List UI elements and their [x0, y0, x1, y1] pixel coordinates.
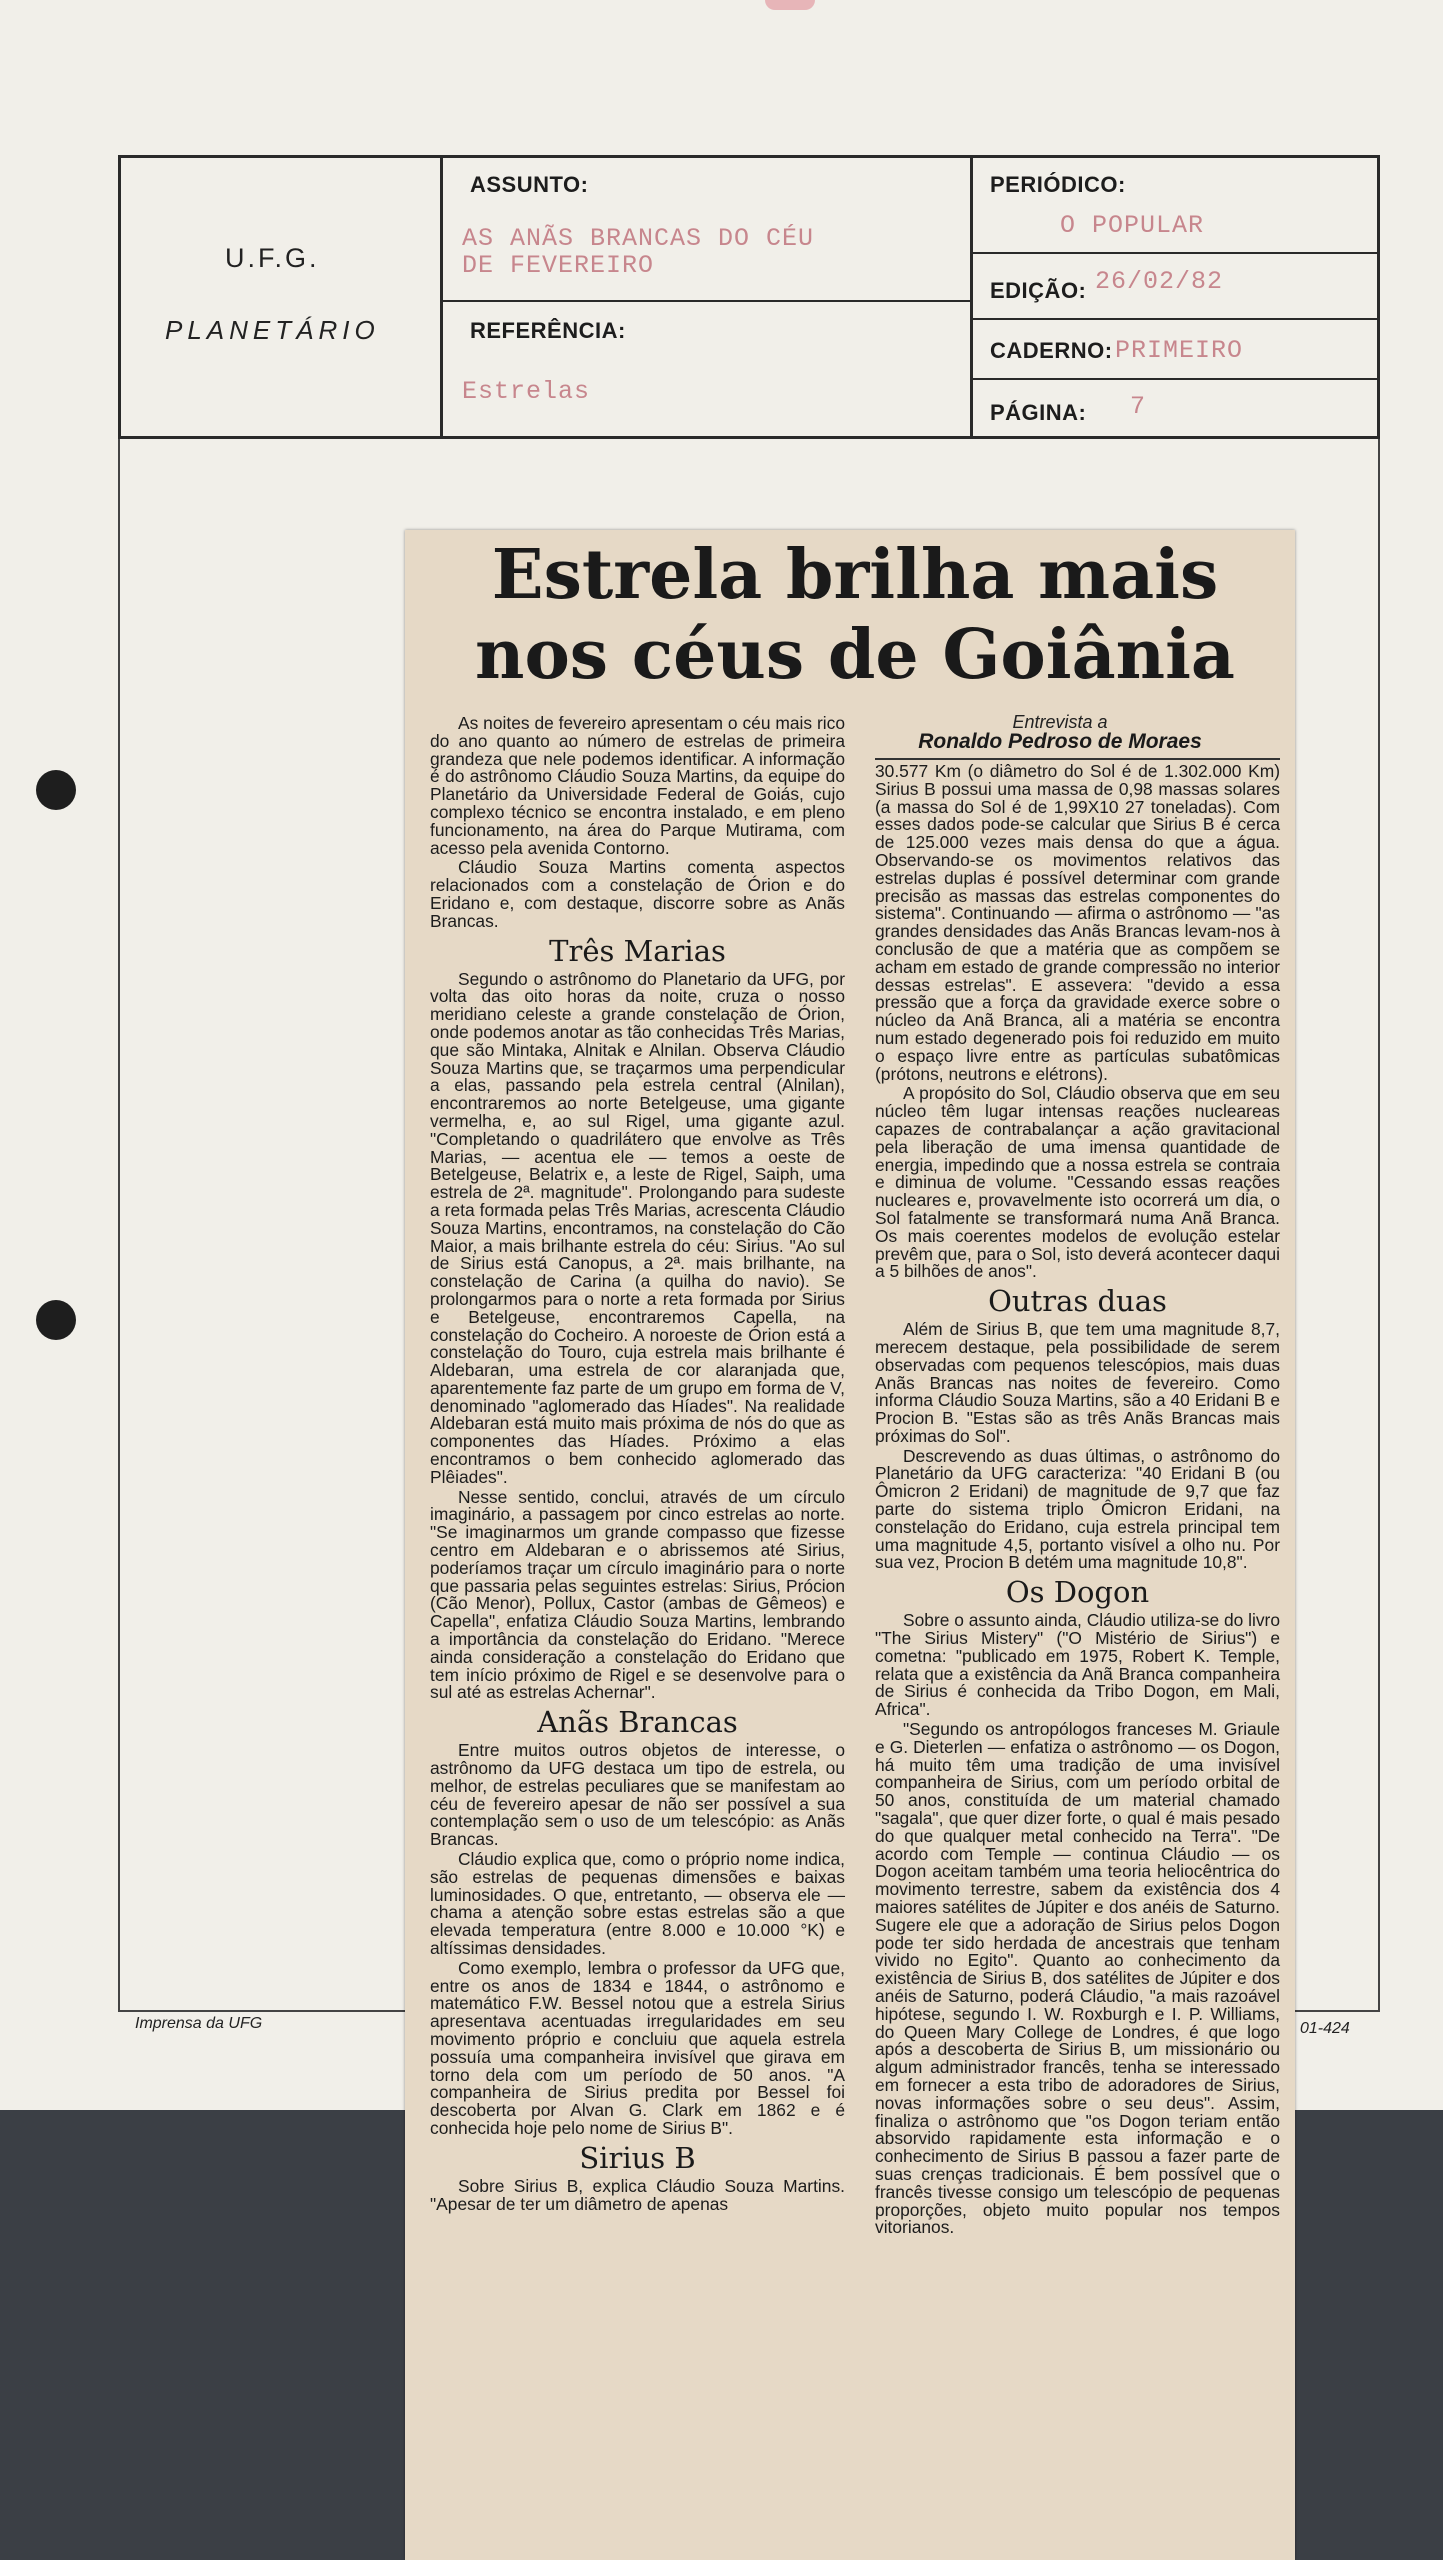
- assunto-value-line1: AS ANÃS BRANCAS DO CÉU: [462, 224, 815, 253]
- assunto-label: ASSUNTO:: [470, 172, 589, 197]
- article-paragraph: Como exemplo, lembra o professor da UFG que, entre os anos de 1834 e 1844, o astrônomo e matemático F.W. Bessel notou que a estrela Sirius apresentava acentuadas irregularidades em seu movimento próprio e concluiu que aquela estrela possuía uma companheira invisível que girava em torno dela com um período de 50 anos. "A companheira de Sirius predita por Bessel foi descoberta por Alvan G. Clark em 1862 e é conhecida hoje pelo nome de Sirius B".: [430, 1957, 845, 2138]
- header-divider-2: [970, 155, 973, 439]
- punch-hole-bottom: [36, 1300, 76, 1340]
- article-paragraph: A propósito do Sol, Cláudio observa que em seu núcleo têm lugar intensas reações nucleareas capazes de contrabalançar a ação gravitacional pela liberação de uma imensa quantidade de energia, impedindo que a nossa estrela se contraia e diminua de volume. "Cessando essas reações nucleares e, provavelmente isto ocorrerá um dia, o Sol fatalmente se transformará numa Anã Branca. Os mais coerentes modelos de evolução estelar prevêm que, para o Sol, isto deverá acontecer daqui a 5 bilhões de anos".: [875, 1083, 1280, 1282]
- section-heading: Sirius B: [579, 2140, 696, 2175]
- frame-left-line: [118, 439, 120, 2012]
- caderno-value: PRIMEIRO: [1115, 336, 1244, 365]
- article-paragraph: Entre muitos outros objetos de interesse, o astrônomo da UFG destaca um tipo de estrela, ou melhor, de estrelas peculiares que se manifestam ao céu de fevereiro apesar de não ser possível a sua contemplação sem o uso de um telescópio: as Anãs Brancas.: [430, 1740, 845, 1850]
- article-paragraph: Cláudio Souza Martins comenta aspectos relacionados com a constelação de Órion e do Eridano e, com destaque, discorre sobre as Anãs Brancas.: [430, 857, 845, 931]
- org-name: U.F.G.: [225, 243, 320, 273]
- article-right-column: [875, 763, 1280, 2239]
- header-row-divider-r1: [973, 252, 1377, 254]
- header-row-divider-mid: [443, 300, 970, 302]
- frame-right-line: [1378, 439, 1380, 2012]
- assunto-value-line2: DE FEVEREIRO: [462, 251, 655, 280]
- pagina-value: 7: [1130, 392, 1147, 421]
- article-paragraph: Nesse sentido, conclui, através de um círculo imaginário, a passagem por cinco estrelas ao norte. "Se imaginarmos um grande compasso que fizesse centro em Aldebaran e o abrissemos até Sirius, poderíamos traçar um círculo imaginário para o norte que passaria pelas seguintes estrelas: Sirius, Prócion (Cão Menor), Pollux, Castor (ambas de Gêmeos) e Capella", enfatiza Cláudio Souza Martins, lembrando a importância da constelação do Eridano. "Merece ainda consideração a constelação do Eridano que tem início próximo de Rigel e se desenvolve para o sul até as estrelas Achernar".: [430, 1486, 845, 1703]
- edicao-value: 26/02/82: [1095, 267, 1224, 296]
- header-row-divider-r2: [973, 318, 1377, 320]
- article-paragraph: Sobre o assunto ainda, Cláudio utiliza-se do livro "The Sirius Mistery" ("O Mistério de Sirius") e cometna: "publicado em 1975, Robert K. Temple, relata que a existência da Anã Branca companheira de Sirius é conhecida da Tribo Dogon, em Mali, Africa".: [875, 1610, 1281, 1720]
- header-row-divider-r3: [973, 378, 1377, 380]
- article-paragraph: "Segundo os antropólogos franceses M. Griaule e G. Dieterlen — enfatiza o astrônomo — os Dogon, há muito têm uma tradição de uma invisível companheira de Sirius, com um período orbital de 50 anos, constituída de um material chamado "sagala", que quer dizer forte, o qual é mais pesado do que qualquer metal conhecido na Terra". "De acordo com Temple — continua Cláudio — os Dogon aceitam também uma teoria heliocêntrica do movimento terrestre, sabem da existência dos 4 maiores satélites de Júpiter e dos anéis de Saturno. Sugere ele que a adoração de Sirius pelos Dogon pode ter sido herdada de ancestrais que tenham vivido no Egito". Quanto ao conhecimento da existência de Sirius B, dos satélites de Júpiter e dos anéis de Saturno, poderá Cláudio, "a mais razoável hipótese, segundo I. W. Roxburgh e I. P. Williams, do Queen Mary College de Londres, é que logo após a descoberta de Sirius B, um missionário ou algum administrador francês, tenha se interessado em fornecer a esta tribo de adoradores de Sirius, novas informações sobre o seu deus". Assim, finaliza o astrônomo que "os Dogon teriam então absorvido rapidamente esta informação e o conhecimento de Sirius B passou a fazer parte de suas crenças tradicionais. É bem possível que o francês tivesse consigo um telescópio de pequenas proporções, objeto muito popular nos tempos vitorianos.: [875, 1719, 1280, 2238]
- section-heading: Outras duas: [988, 1284, 1167, 1319]
- edicao-label: EDIÇÃO:: [990, 278, 1087, 303]
- header-divider-1: [440, 155, 443, 439]
- referencia-label: REFERÊNCIA:: [470, 318, 626, 343]
- section-heading: Anãs Brancas: [537, 1705, 738, 1740]
- referencia-value: Estrelas: [462, 377, 591, 406]
- byline-name: Ronaldo Pedroso de Moraes: [918, 730, 1202, 753]
- footer-imprensa: Imprensa da UFG: [135, 2015, 263, 2032]
- article-paragraph: As noites de fevereiro apresentam o céu mais rico do ano quanto ao número de estrelas de primeira grandeza que nele podemos identificar. A informação é do astrônomo Cláudio Souza Martins, da equipe do Planetário da Universidade Federal de Goiás, cujo complexo técnico se encontra instalado, e em pleno funcionamento, na área do Parque Mutirama, com acesso pela avenida Contorno.: [430, 713, 845, 858]
- section-heading: Três Marias: [549, 933, 726, 968]
- byline-prefix: Entrevista a: [1012, 712, 1108, 732]
- article-paragraph: Descrevendo as duas últimas, o astrônomo do Planetário da UFG caracteriza: "40 Eridani B (ou Ômicron 2 Eridani) de magnitude de 9,7 que faz parte do sistema triplo Ômicron Eridani, na constelação do Eridano, cuja estrela principal tem uma magnitude 4,5, portanto visível a olho nu. Por sua vez, Procion B detém uma magnitude 10,8".: [875, 1445, 1280, 1573]
- catalog-header: [118, 155, 1380, 439]
- headline-line-1: Estrela brilha mais: [491, 535, 1219, 615]
- article-paragraph: 30.577 Km (o diâmetro do Sol é de 1.302.000 Km) Sirius B possui uma massa de 0,98 massas solares (a massa do Sol é de 1,99X10 27 toneladas). Com esses dados pode-se calcular que Sirius B é cerca de 125.000 vezes mais densa do que a água. Observando-se os movimentos relativos das estrelas duplas é possível determinar com grande precisão as massas das estrelas componentes do sistema". Continuando — afirma o astrônomo — "as grandes densidades das Anãs Brancas levam-nos à conclusão de que a matéria que as compõem se acham em estado de grande compressão no interior dessas estrelas". E assevera: "devido a essa pressão que a força da gravidade exerce sobre o núcleo da Anã Branca, ali a matéria se encontra num estado degenerado pois foi reduzido em muito o espaço livre entre as partículas subatômicas (prótons, neutrons e elétrons).: [875, 761, 1280, 1084]
- section-heading: Os Dogon: [1005, 1575, 1150, 1610]
- punch-hole-top: [36, 770, 76, 810]
- article-headline: [430, 535, 1280, 695]
- caderno-label: CADERNO:: [990, 338, 1113, 363]
- headline-line-2: nos céus de Goiânia: [475, 615, 1235, 695]
- footer-form-code: 01-424: [1300, 2020, 1350, 2037]
- article-paragraph: Sobre Sirius B, explica Cláudio Souza Martins. "Apesar de ter um diâmetro de apenas: [430, 2175, 845, 2214]
- periodico-label: PERIÓDICO:: [990, 172, 1126, 197]
- article-paragraph: Segundo o astrônomo do Planetario da UFG, por volta das oito horas da noite, cruza o nosso meridiano celeste a grande constelação de Órion, onde podemos anotar as tão conhecidas Três Marias, que são Mintaka, Alnitak e Alnilan. Observa Cláudio Souza Martins que, se traçarmos uma perpendicular a elas, passando pela estrela central (Alnilan), encontraremos ao norte Betelgeuse, uma gigante vermelha, e, ao sul Rigel, uma gigante azul. "Completando o quadrilátero que envolve as Três Marias, — acentua ele — temos a oeste de Betelgeuse, Belatrix e, a leste de Rigel, Saiph, uma estrela de 2ª. magnitude". Prolongando para sudeste a reta formada pelas Três Marias, acrescenta Cláudio Souza Martins, encontramos, na constelação do Cão Maior, a mais brilhante estrela do céu: Sirius. "Ao sul de Sirius está Canopus, a 2ª. mais brilhante, na constelação de Carina (a quilha do navio). Se prolongarmos para o norte a reta formada por Sirius e Betelgeuse, encontraremos Capella, na constelação do Cocheiro. A noroeste de Órion está a constelação do Touro, cuja estrela mais brilhante é Aldebaran, uma estrela de cor alaranjada que, aparentemente faz parte de um grupo em forma de V, denominado "aglomerado das Híades". Na realidade Aldebaran está muito mais próxima de nós do que as componentes das Híades. Próximo a elas encontramos o bem conhecido aglomerado das Plêiades".: [430, 968, 845, 1487]
- article-paragraph: Além de Sirius B, que tem uma magnitude 8,7, merecem destaque, pela possibilidade de serem observadas com pequenos telescópios, mais duas Anãs Brancas nas noites de fevereiro. Como informa Cláudio Souza Martins, são a 40 Eridani B e Procion B. "Estas são as três Anãs Brancas mais próximas do Sol".: [875, 1319, 1280, 1446]
- periodico-value: O POPULAR: [1060, 211, 1205, 240]
- byline-rule: [875, 758, 1280, 760]
- top-edge-mark: [765, 0, 815, 10]
- org-unit: PLANETÁRIO: [165, 315, 380, 345]
- article-left-column: [430, 715, 845, 2215]
- article-paragraph: Cláudio explica que, como o próprio nome indica, são estrelas de pequenas dimensões e baixas luminosidades. O que, entretanto, — observa ele — chama a atenção sobre estas estrelas são a que elevada temperatura (entre 8.000 e 10.000 °K) e altíssimas densidades.: [430, 1849, 845, 1958]
- pagina-label: PÁGINA:: [990, 400, 1087, 425]
